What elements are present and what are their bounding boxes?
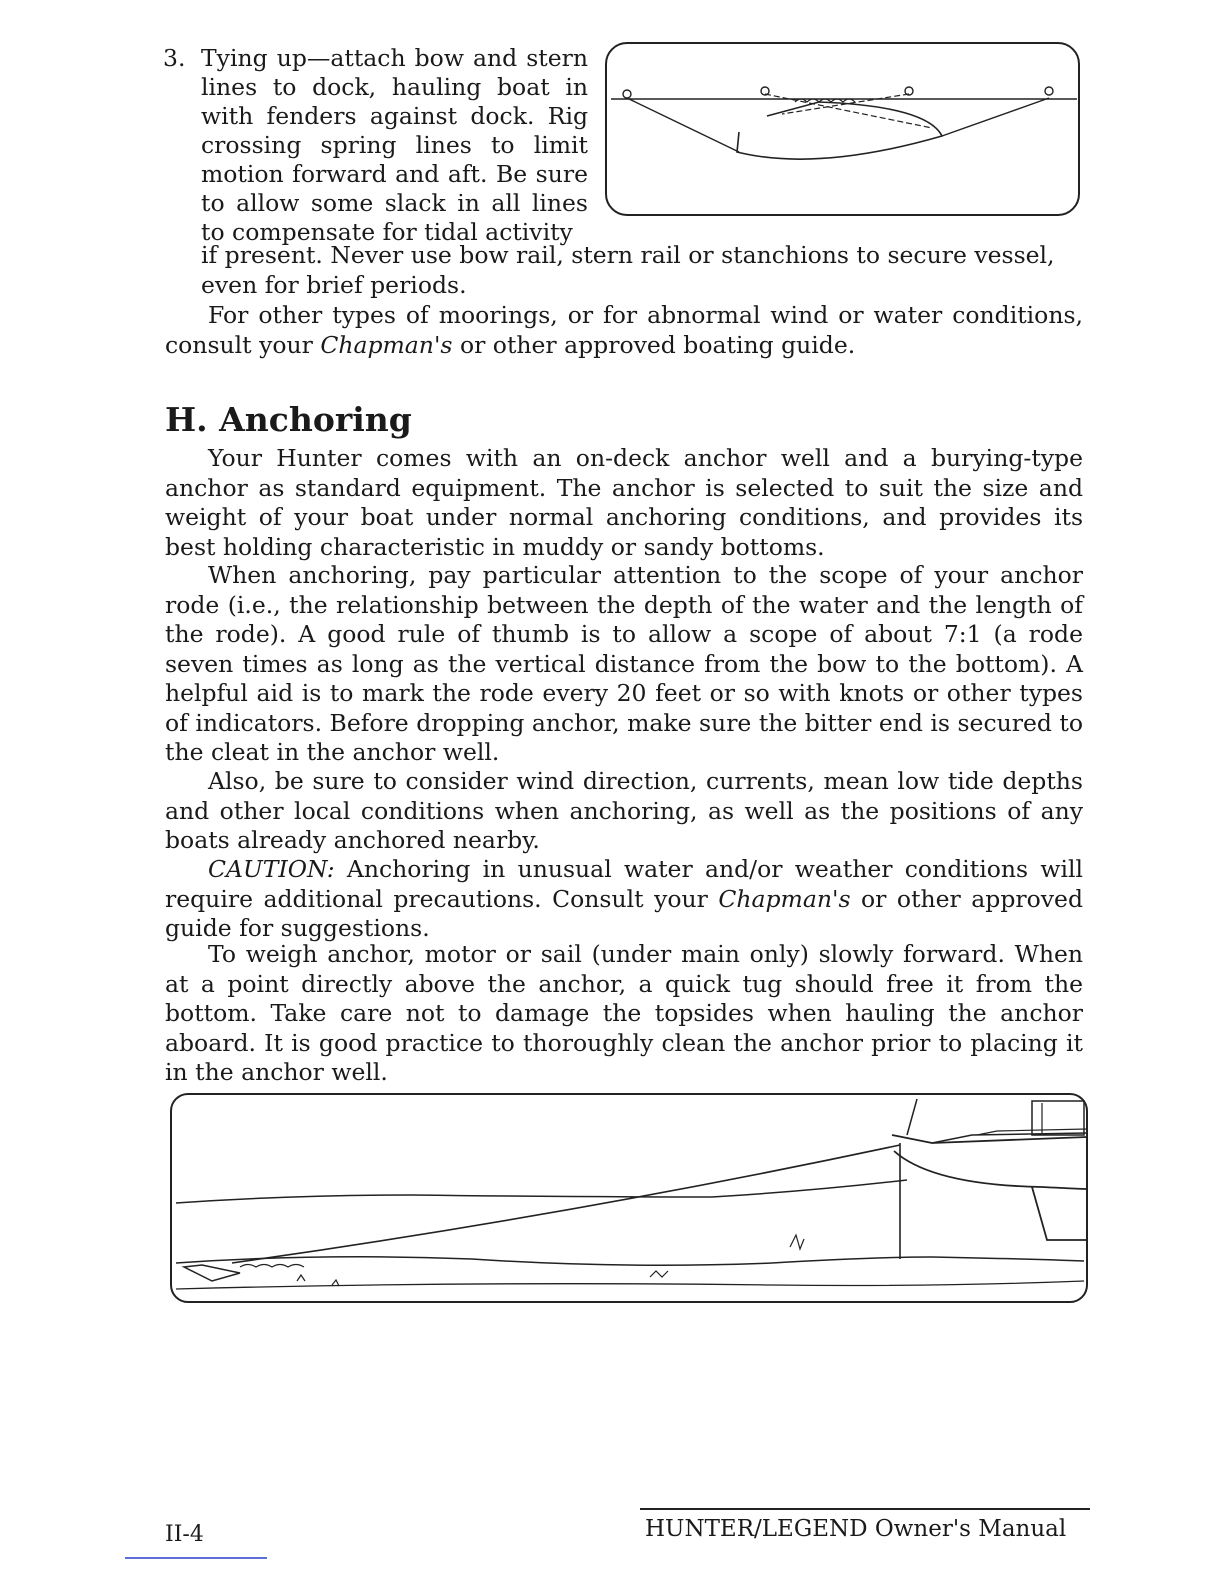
anchoring-paragraph-1: Your Hunter comes with an on-deck anchor well and a burying-type anchor as standard equipment. The anchor is selected to suit the size and weight of your boat under normal anchoring conditions, and provides its best holding characteristic in muddy or sandy bottoms. bbox=[165, 444, 1083, 561]
anchoring-paragraph-2: When anchoring, pay particular attention to the scope of your anchor rode (i.e., the relationship between the depth of the water and the length of the rode). A good rule of thumb is to allow a scope of about 7:1 (a rode seven times as long as the vertical distance from the bow to the bottom). A helpful aid is to mark the rode every 20 feet or so with knots or other types of indicators. Before dropping anchor, make sure the bitter end is secured to the cleat in the anchor well. bbox=[165, 561, 1083, 766]
caution-text-end: or other approved guide for suggestions. bbox=[165, 884, 1083, 942]
item-text: Tying up—attach bow and stern lines to dock, hauling boat in with fenders against dock. Rig crossing spring lines to limit motion forward and aft. Be sure to allow some slack in all lines to compensate for tidal activity bbox=[201, 44, 588, 246]
caution-paragraph bbox=[165, 855, 1083, 944]
mooring-item bbox=[163, 44, 588, 247]
other-moorings-text-end: or other approved boating guide. bbox=[452, 330, 856, 359]
dock-lines-illustration bbox=[607, 44, 1082, 218]
item-number: 3. bbox=[163, 44, 186, 72]
caution-text-start: Anchoring in unusual water and/or weather conditions will require additional precautions. Consult your bbox=[165, 855, 1083, 913]
chapmans-reference: Chapman's bbox=[320, 330, 453, 359]
item-continuation: if present. Never use bow rail, stern rail or stanchions to secure vessel, even for brief periods. bbox=[201, 241, 1055, 299]
footer-rule bbox=[640, 1508, 1090, 1510]
section-heading: H. Anchoring bbox=[165, 400, 412, 439]
anchoring-paragraph-5: To weigh anchor, motor or sail (under main only) slowly forward. When at a point directly above the anchor, a quick tug should free it from the bottom. Take care not to damage the topsides when hauling the anchor aboard. It is good practice to thoroughly clean the anchor prior to placing it in the anchor well. bbox=[165, 940, 1083, 1086]
caution-label: CAUTION: bbox=[208, 855, 335, 883]
dock-lines-diagram bbox=[605, 42, 1080, 216]
footer-underline bbox=[125, 1557, 267, 1559]
anchoring-paragraph-3: Also, be sure to consider wind direction, currents, mean low tide depths and other local conditions when anchoring, as well as the positions of any boats already anchored nearby. bbox=[165, 767, 1083, 854]
other-moorings-text-start: For other types of moorings, or for abnormal wind or water conditions, consult your bbox=[165, 301, 1083, 359]
page-number: II-4 bbox=[165, 1522, 204, 1547]
other-moorings-paragraph bbox=[165, 301, 1083, 360]
chapmans-reference: Chapman's bbox=[718, 884, 851, 913]
anchored-boat-illustration bbox=[172, 1095, 1090, 1305]
anchor-scope-diagram bbox=[170, 1093, 1088, 1303]
manual-title: HUNTER/LEGEND Owner's Manual bbox=[645, 1516, 1067, 1542]
